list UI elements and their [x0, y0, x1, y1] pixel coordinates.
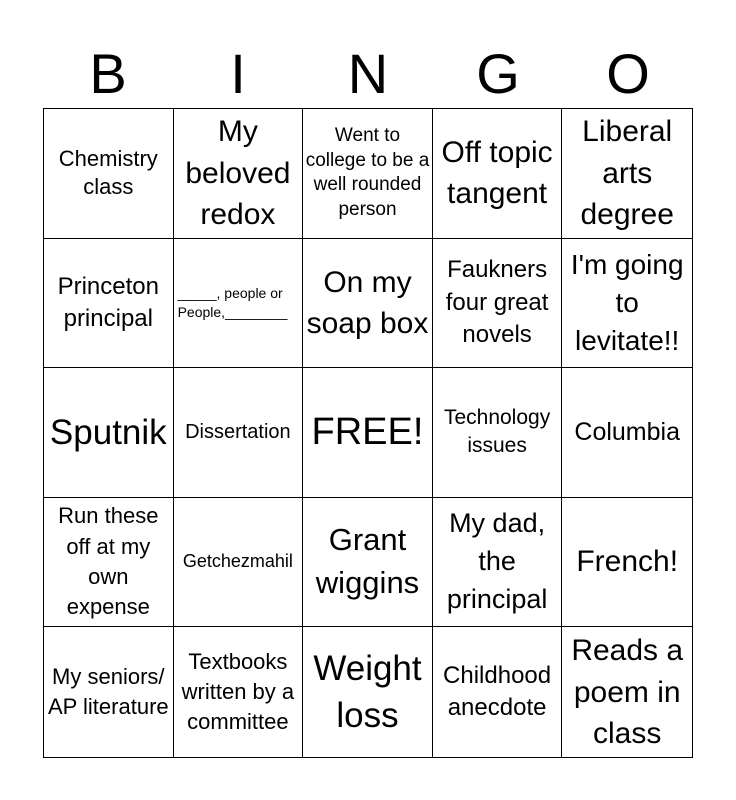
bingo-cell[interactable] — [303, 109, 433, 239]
bingo-cell[interactable] — [174, 498, 304, 628]
cell-text: Princeton principal — [57, 272, 159, 332]
bingo-cell[interactable] — [44, 627, 174, 757]
bingo-cell[interactable] — [174, 239, 304, 369]
cell-text: Reads a poem in class — [571, 634, 684, 750]
cell-text: Getchezmahil — [182, 551, 293, 572]
bingo-cell[interactable] — [44, 109, 174, 239]
header-letter-g: G — [476, 42, 520, 105]
cell-text: My beloved redox — [185, 115, 291, 231]
cell-text: Childhood anecdote — [443, 661, 552, 722]
bingo-cell[interactable] — [44, 368, 174, 498]
cell-text: My dad, the principal — [446, 508, 548, 614]
bingo-cell[interactable] — [433, 239, 563, 369]
cell-text: Liberal arts degree — [580, 115, 674, 231]
bingo-cell[interactable] — [174, 368, 304, 498]
bingo-cell[interactable] — [562, 109, 692, 239]
cell-text: Technology issues — [443, 406, 551, 458]
cell-text: French! — [576, 544, 679, 578]
bingo-cell[interactable] — [174, 109, 304, 239]
bingo-cell[interactable] — [562, 498, 692, 628]
bingo-cell[interactable] — [433, 109, 563, 239]
header-letter-i: I — [230, 42, 246, 105]
cell-text: On my soap box — [306, 265, 429, 340]
bingo-cell[interactable] — [303, 239, 433, 369]
bingo-cell[interactable] — [433, 627, 563, 757]
bingo-header — [43, 40, 693, 108]
cell-text: Columbia — [574, 418, 680, 447]
cell-text: Faukners four great novels — [445, 256, 549, 349]
cell-text: Chemistry class — [58, 145, 158, 200]
bingo-cell[interactable] — [562, 239, 692, 369]
cell-text: Off topic tangent — [441, 135, 553, 211]
bingo-cell[interactable] — [433, 368, 563, 498]
free-space-cell[interactable] — [303, 368, 433, 498]
bingo-cell[interactable] — [303, 627, 433, 757]
bingo-cell[interactable] — [562, 368, 692, 498]
bingo-cell[interactable] — [433, 498, 563, 628]
bingo-cell[interactable] — [44, 498, 174, 628]
bingo-board — [43, 108, 693, 758]
bingo-cell[interactable] — [303, 498, 433, 628]
header-letter-o: O — [606, 42, 650, 105]
cell-text: Textbooks written by a committee — [181, 648, 295, 735]
cell-text: I'm going to levitate!! — [570, 249, 684, 356]
cell-text: Grant wiggins — [315, 522, 420, 601]
free-space-text: FREE! — [311, 410, 424, 453]
cell-text: My seniors/ AP literature — [47, 663, 169, 720]
cell-text: Went to college to be a well rounded person — [305, 124, 430, 220]
cell-text: Sputnik — [49, 412, 167, 452]
cell-text: _____, people or People,________ — [177, 285, 288, 320]
cell-text: Dissertation — [185, 421, 291, 444]
cell-text: Run these off at my own expense — [58, 503, 159, 620]
bingo-cell[interactable] — [562, 627, 692, 757]
header-letter-n: N — [347, 42, 389, 105]
bingo-cell[interactable] — [174, 627, 304, 757]
bingo-cell[interactable] — [44, 239, 174, 369]
header-letter-b: B — [89, 42, 127, 105]
cell-text: Weight loss — [313, 648, 422, 736]
